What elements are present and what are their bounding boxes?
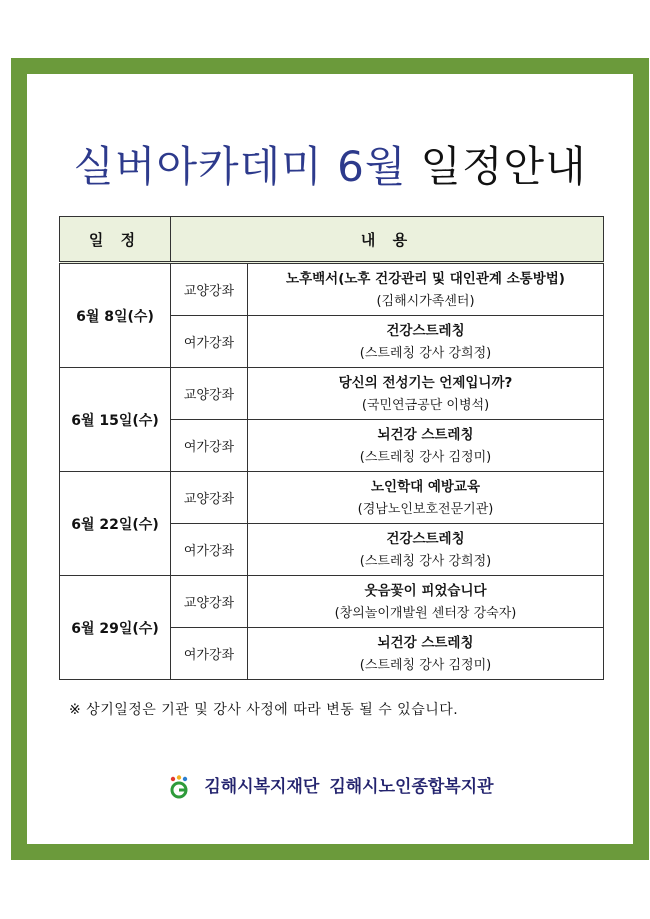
date-cell: 6월 22일(수) bbox=[60, 472, 171, 576]
schedule-table bbox=[59, 216, 604, 680]
content-cell bbox=[248, 472, 604, 524]
header-content: 내 용 bbox=[171, 217, 604, 263]
session-title: 노후백서(노후 건강관리 및 대인관계 소통방법) bbox=[286, 270, 565, 287]
date-cell: 6월 8일(수) bbox=[60, 263, 171, 368]
category-cell: 여가강좌 bbox=[171, 524, 248, 576]
schedule-notice: ※ 상기일정은 기관 및 강사 사정에 따라 변동 될 수 있습니다. bbox=[69, 702, 459, 718]
session-title: 건강스트레칭 bbox=[386, 530, 465, 547]
table-header-row bbox=[60, 217, 604, 263]
session-instructor: (김해시가족센터) bbox=[376, 293, 475, 309]
date-cell: 6월 29일(수) bbox=[60, 576, 171, 680]
date-cell: 6월 15일(수) bbox=[60, 368, 171, 472]
session-instructor: (스트레칭 강사 김정미) bbox=[359, 449, 492, 465]
table-row bbox=[60, 576, 604, 628]
category-cell: 여가강좌 bbox=[171, 628, 248, 680]
session-title: 뇌건강 스트레칭 bbox=[377, 634, 474, 651]
category-cell: 교양강좌 bbox=[171, 263, 248, 316]
session-title: 건강스트레칭 bbox=[386, 322, 465, 339]
content-cell bbox=[248, 316, 604, 368]
content-cell bbox=[248, 263, 604, 316]
content-cell bbox=[248, 576, 604, 628]
table-row bbox=[60, 472, 604, 524]
session-instructor: (스트레칭 강사 강희정) bbox=[359, 553, 492, 569]
category-cell: 여가강좌 bbox=[171, 420, 248, 472]
table-row bbox=[60, 263, 604, 316]
page-frame bbox=[11, 58, 649, 860]
content-cell bbox=[248, 368, 604, 420]
session-instructor: (경남노인보호전문기관) bbox=[357, 501, 494, 517]
content-cell bbox=[248, 420, 604, 472]
session-instructor: (창의놀이개발원 센터장 강숙자) bbox=[334, 605, 517, 621]
session-instructor: (스트레칭 강사 김정미) bbox=[359, 657, 492, 673]
category-cell: 교양강좌 bbox=[171, 576, 248, 628]
content-cell bbox=[248, 524, 604, 576]
session-instructor: (국민연금공단 이병석) bbox=[361, 397, 490, 413]
title-part1: 실버아카데미 6월 bbox=[73, 142, 407, 191]
category-cell: 교양강좌 bbox=[171, 472, 248, 524]
category-cell: 여가강좌 bbox=[171, 316, 248, 368]
footer-org-welfare-center: 김해시노인종합복지관 bbox=[329, 777, 494, 797]
table-row bbox=[60, 368, 604, 420]
header-date: 일 정 bbox=[60, 217, 171, 263]
category-cell: 교양강좌 bbox=[171, 368, 248, 420]
title-part2: 일정안내 bbox=[420, 142, 587, 191]
session-instructor: (스트레칭 강사 강희정) bbox=[359, 345, 492, 361]
content-cell bbox=[248, 628, 604, 680]
session-title: 웃음꽃이 피었습니다 bbox=[364, 582, 487, 599]
session-title: 당신의 전성기는 언제입니까? bbox=[338, 374, 513, 391]
footer-org-foundation: 김해시복지재단 bbox=[204, 777, 320, 797]
page-title bbox=[27, 134, 633, 194]
footer bbox=[27, 772, 633, 799]
foundation-logo-icon bbox=[166, 775, 192, 799]
session-title: 뇌건강 스트레칭 bbox=[377, 426, 474, 443]
session-title: 노인학대 예방교육 bbox=[370, 478, 481, 495]
